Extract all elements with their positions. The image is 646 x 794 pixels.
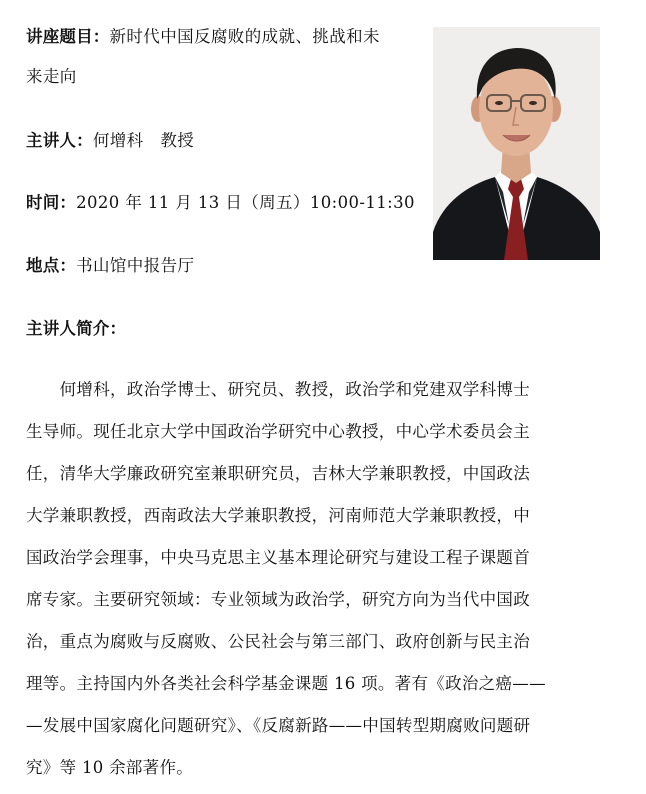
topic-line-2 [26, 66, 77, 88]
bio-heading-line [26, 318, 126, 340]
bio-line: 何增科，政治学博士、研究员、教授，政治学和党建双学科博士 [26, 380, 530, 399]
location-label: 地点： [26, 256, 77, 275]
time-label: 时间： [26, 193, 77, 212]
speaker-line [26, 130, 194, 152]
bio-line: 任，清华大学廉政研究室兼职研究员，吉林大学兼职教授，中国政法 [26, 464, 530, 483]
bio-line: 席专家。主要研究领域：专业领域为政治学，研究方向为当代中国政 [26, 590, 530, 609]
speaker-value: 何增科 教授 [92, 131, 195, 150]
speaker-portrait-icon [433, 27, 600, 260]
topic-value-cont: 来走向 [26, 67, 77, 86]
location-line [26, 255, 194, 277]
topic-label: 讲座题目： [26, 27, 110, 46]
speaker-photo [433, 27, 600, 260]
bio-line: 治，重点为腐败与反腐败、公民社会与第三部门、政府创新与民主治 [26, 632, 530, 651]
time-line [26, 192, 415, 214]
bio-line: 究》等 10 余部著作。 [26, 758, 194, 777]
time-value: 2020 年 11 月 13 日（周五）10:00-11:30 [76, 193, 415, 212]
topic-value: 新时代中国反腐败的成就、挑战和未 [109, 27, 380, 46]
bio-line: 理等。主持国内外各类社会科学基金课题 16 项。著有《政治之癌—— [26, 674, 546, 693]
bio-line: 大学兼职教授，西南政法大学兼职教授，河南师范大学兼职教授，中 [26, 506, 530, 525]
bio-line: —发展中国家腐化问题研究》、《反腐新路——中国转型期腐败问题研 [26, 716, 531, 735]
bio-line: 生导师。现任北京大学中国政治学研究中心教授，中心学术委员会主 [26, 422, 530, 441]
location-value: 书山馆中报告厅 [76, 256, 195, 275]
topic-line-1 [26, 26, 380, 48]
bio-line: 国政治学会理事，中央马克思主义基本理论研究与建设工程子课题首 [26, 548, 530, 567]
bio-heading: 主讲人简介： [26, 319, 127, 338]
speaker-label: 主讲人： [26, 131, 93, 150]
